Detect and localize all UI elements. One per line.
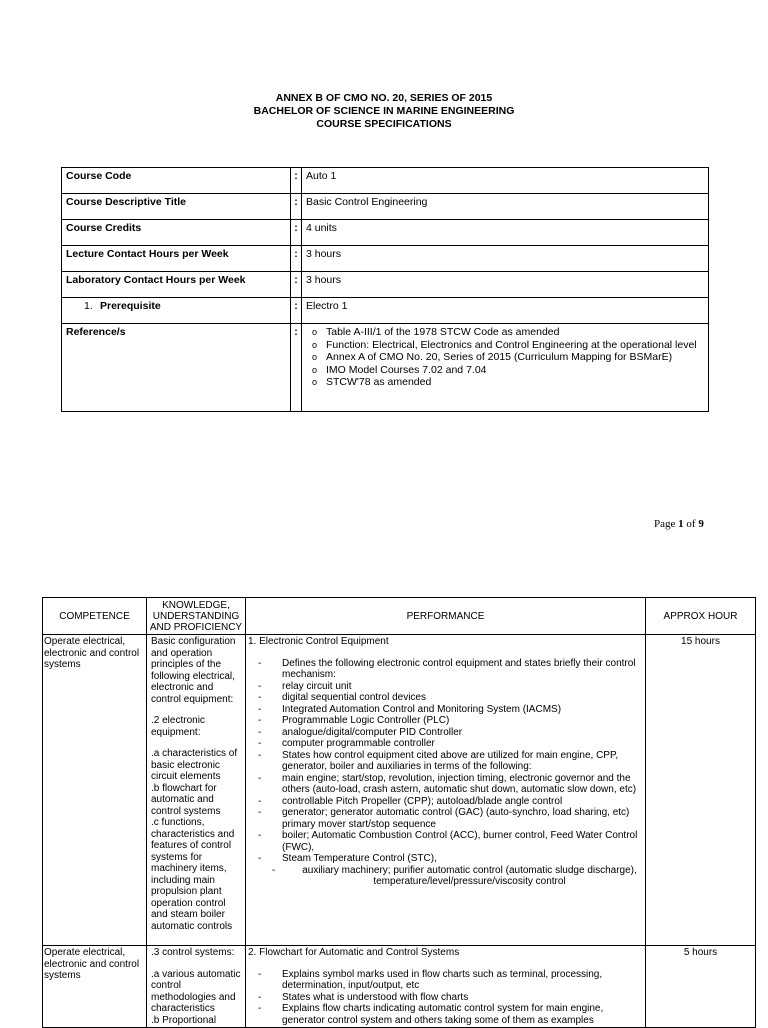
page-number	[654, 518, 704, 530]
list-item: - computer programmable controller	[248, 738, 643, 750]
table-row	[43, 635, 756, 946]
page-total: 9	[698, 518, 704, 530]
header-competence: COMPETENCE	[43, 598, 147, 635]
spec-row-lab-hours	[62, 272, 709, 298]
spec-row-title	[62, 194, 709, 220]
reference-item: o Function: Electrical, Electronics and Control Engineering at the operational level	[306, 339, 704, 352]
list-item: - Explains flow charts indicating automatic control system for main engine, generator control system and others taking some of them as examples	[248, 1003, 643, 1026]
header-hours: APPROX HOUR	[646, 598, 756, 635]
performance-title: 1. Electronic Control Equipment	[248, 636, 389, 647]
competence-table	[42, 597, 756, 1028]
spec-label: Course Credits	[62, 220, 291, 246]
list-item: - States what is understood with flow charts	[248, 992, 643, 1004]
references-cell	[302, 324, 709, 412]
list-item: - main engine; start/stop, revolution, injection timing, electronic governor and the others (auto-load, crash astern, automatic shut down, automatic slow down, etc)	[248, 773, 643, 796]
spec-value: 4 units	[302, 220, 709, 246]
knowledge-item: .a characteristics of basic electronic circuit elements	[151, 748, 238, 782]
competence-cell: Operate electrical, electronic and control systems	[43, 946, 147, 1028]
annex-title: ANNEX B OF CMO NO. 20, SERIES OF 2015	[275, 92, 493, 104]
spec-label: Course Code	[62, 168, 291, 194]
list-item: - Integrated Automation Control and Monitoring System (IACMS)	[248, 704, 643, 716]
spec-row-prerequisite	[62, 298, 709, 324]
spec-value: 3 hours	[302, 272, 709, 298]
list-item: - boiler; Automatic Combustion Control (ACC), burner control, Feed Water Control (FWC),	[248, 830, 643, 853]
spec-row-lecture-hours	[62, 246, 709, 272]
performance-list	[248, 658, 643, 888]
spec-label: Laboratory Contact Hours per Week	[62, 272, 291, 298]
spec-value: Basic Control Engineering	[302, 194, 709, 220]
spec-value: 3 hours	[302, 246, 709, 272]
page-current: 1	[678, 518, 684, 530]
spec-colon: :	[291, 324, 302, 412]
list-item: - Steam Temperature Control (STC),	[248, 853, 643, 865]
knowledge-item: .3 control systems:	[151, 947, 235, 958]
table-header-row	[43, 598, 756, 635]
spec-label: Lecture Contact Hours per Week	[62, 246, 291, 272]
list-item: - generator; generator automatic control (GAC) (auto-synchro, load sharing, etc) primary mover start/stop sequence	[248, 807, 643, 830]
list-item: - Explains symbol marks used in flow charts such as terminal, processing, determination, input/output, etc	[248, 969, 643, 992]
table-row	[43, 946, 756, 1028]
spec-label: Course Descriptive Title	[62, 194, 291, 220]
spec-colon: :	[291, 246, 302, 272]
spec-colon: :	[291, 272, 302, 298]
performance-cell	[246, 635, 646, 946]
hours-cell: 15 hours	[646, 635, 756, 946]
list-item: - digital sequential control devices	[248, 692, 643, 704]
course-spec-table	[61, 167, 709, 412]
spec-label: Reference/s	[62, 324, 291, 412]
list-number: 1.	[84, 300, 93, 312]
spec-value: Auto 1	[302, 168, 709, 194]
knowledge-item: .b flowchart for automatic and control systems	[151, 782, 221, 817]
spec-colon: :	[291, 168, 302, 194]
list-item: - relay circuit unit	[248, 681, 643, 693]
spec-value: Electro 1	[302, 298, 709, 324]
list-item: - analogue/digital/computer PID Controller	[248, 727, 643, 739]
list-item: - Programmable Logic Controller (PLC)	[248, 715, 643, 727]
knowledge-item: .c functions, characteristics and features of control systems for machinery items, including main propulsion plant operation control and steam boiler automatic controls	[151, 817, 235, 932]
document-header	[0, 92, 768, 131]
knowledge-item: .b Proportional	[151, 1014, 217, 1026]
reference-item: o STCW'78 as amended	[306, 376, 704, 389]
knowledge-intro: Basic configuration and operation principles of the following electrical, electronic and control equipment:	[151, 636, 236, 705]
reference-item: o IMO Model Courses 7.02 and 7.04	[306, 364, 704, 377]
performance-list	[248, 969, 643, 1027]
performance-cell	[246, 946, 646, 1028]
hours-cell: 5 hours	[646, 946, 756, 1028]
page-prefix: Page	[654, 518, 679, 530]
spec-label	[62, 298, 291, 324]
spec-colon: :	[291, 220, 302, 246]
knowledge-cell	[147, 946, 246, 1028]
knowledge-item: .a various automatic control methodologies and characteristics	[151, 968, 241, 1014]
performance-title: 2. Flowchart for Automatic and Control Systems	[248, 947, 460, 958]
prerequisite-label: Prerequisite	[100, 300, 161, 312]
spec-row-course-code	[62, 168, 709, 194]
spec-row-references	[62, 324, 709, 412]
program-title: BACHELOR OF SCIENCE IN MARINE ENGINEERING	[253, 105, 515, 117]
header-performance: PERFORMANCE	[246, 598, 646, 635]
knowledge-item: .2 electronic equipment:	[151, 715, 205, 738]
list-item: - controllable Pitch Propeller (CPP); autoload/blade angle control	[248, 796, 643, 808]
spec-colon: :	[291, 298, 302, 324]
references-list	[306, 326, 704, 389]
header-knowledge: KNOWLEDGE, UNDERSTANDING AND PROFICIENCY	[147, 598, 246, 635]
knowledge-cell	[147, 635, 246, 946]
list-item: - Defines the following electronic control equipment and states briefly their control mechanism:	[248, 658, 643, 681]
spec-row-credits	[62, 220, 709, 246]
list-item: - auxiliary machinery; purifier automatic control (automatic sludge discharge), temperature/level/pressure/viscosity control	[248, 865, 643, 888]
competence-cell: Operate electrical, electronic and control systems	[43, 635, 147, 946]
reference-item: o Annex A of CMO No. 20, Series of 2015 (Curriculum Mapping for BSMarE)	[306, 351, 704, 364]
list-item: - States how control equipment cited above are utilized for main engine, CPP, generator, boiler and auxiliaries in terms of the following:	[248, 750, 643, 773]
spec-colon: :	[291, 194, 302, 220]
spec-title: COURSE SPECIFICATIONS	[316, 118, 452, 130]
reference-item: o Table A-III/1 of the 1978 STCW Code as amended	[306, 326, 704, 339]
page-of: of	[683, 518, 699, 530]
